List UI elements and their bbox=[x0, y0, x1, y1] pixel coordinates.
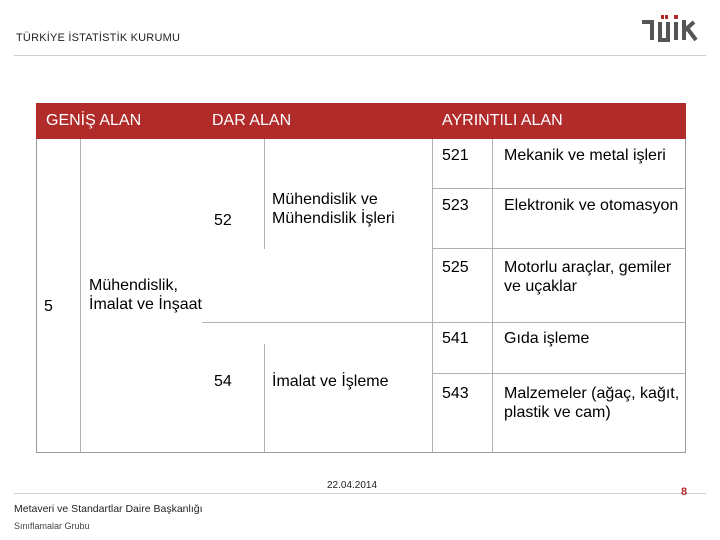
footer-date: 22.04.2014 bbox=[327, 480, 378, 491]
organization-name: TÜRKİYE İSTATİSTİK KURUMU bbox=[16, 32, 181, 44]
column-header-narrow: DAR ALAN bbox=[212, 112, 292, 129]
broad-name: Mühendislik, İmalat ve İnşaat bbox=[89, 277, 202, 313]
tuik-logo bbox=[640, 14, 702, 42]
detailed-name-525: Motorlu araçlar, gemiler ve uçaklar bbox=[504, 259, 672, 295]
detailed-code-525: 525 bbox=[442, 259, 469, 276]
classification-table bbox=[36, 103, 686, 453]
column-divider bbox=[264, 344, 265, 453]
column-divider bbox=[80, 139, 81, 453]
tuik-logo-icon bbox=[640, 14, 702, 42]
row-divider bbox=[432, 248, 686, 249]
narrow-code-52: 52 bbox=[214, 212, 232, 229]
row-divider bbox=[432, 188, 686, 189]
column-divider bbox=[264, 139, 265, 249]
detailed-code-523: 523 bbox=[442, 197, 469, 214]
table-header bbox=[36, 103, 686, 139]
detailed-code-541: 541 bbox=[442, 330, 469, 347]
broad-code: 5 bbox=[44, 298, 53, 315]
detailed-name-521: Mekanik ve metal işleri bbox=[504, 147, 666, 164]
detailed-name-523: Elektronik ve otomasyon bbox=[504, 197, 679, 214]
row-divider bbox=[202, 322, 686, 323]
detailed-name-543: Malzemeler (ağaç, kağıt, plastik ve cam) bbox=[504, 385, 680, 421]
footer-department: Metaveri ve Standartlar Daire Başkanlığı bbox=[14, 503, 203, 515]
footer-divider bbox=[14, 493, 706, 494]
narrow-name-54: İmalat ve İşleme bbox=[272, 373, 389, 390]
column-header-detailed: AYRINTILI ALAN bbox=[442, 112, 563, 129]
detailed-name-541: Gıda işleme bbox=[504, 330, 590, 347]
detailed-code-543: 543 bbox=[442, 385, 469, 402]
detailed-code-521: 521 bbox=[442, 147, 469, 164]
column-divider bbox=[432, 139, 433, 453]
narrow-name-52: Mühendislik ve Mühendislik İşleri bbox=[272, 191, 395, 227]
header-divider bbox=[14, 55, 706, 56]
column-header-broad: GENİŞ ALAN bbox=[46, 112, 142, 129]
row-divider bbox=[432, 373, 686, 374]
page-number: 8 bbox=[681, 486, 688, 498]
footer-group: Sınıflamalar Grubu bbox=[14, 521, 90, 531]
column-divider bbox=[492, 139, 493, 453]
narrow-code-54: 54 bbox=[214, 373, 232, 390]
